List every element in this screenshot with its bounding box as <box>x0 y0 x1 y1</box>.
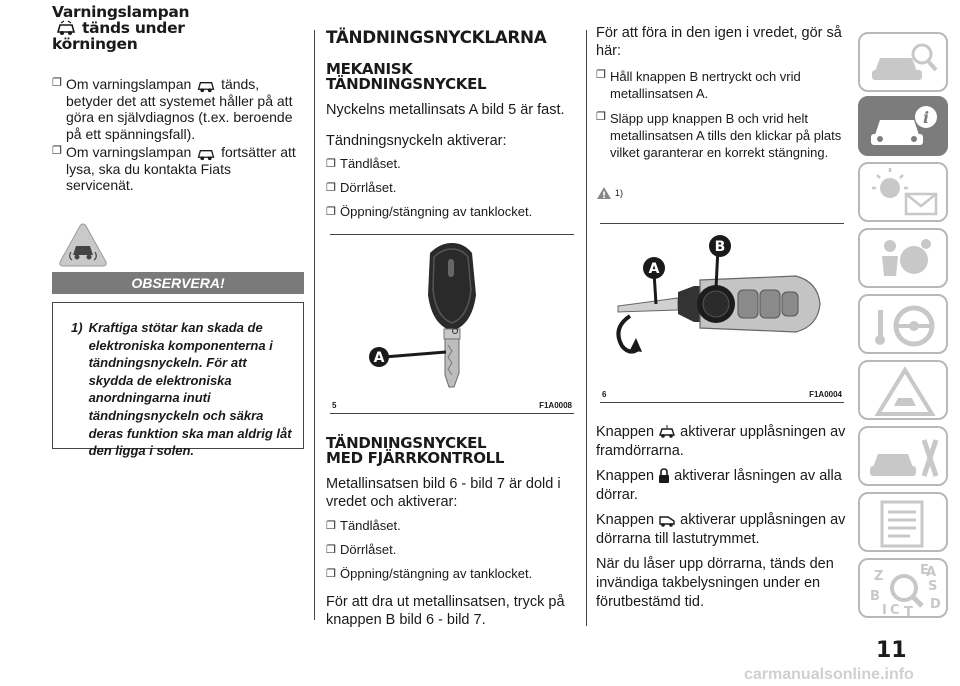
index-icon <box>860 560 950 620</box>
label-b: B <box>714 239 726 255</box>
paragraph: Knappen aktiverar upplåsningen av dörrarna till lastutrymmet. <box>596 512 846 547</box>
tab-emergency[interactable] <box>858 360 948 420</box>
tab-safety[interactable] <box>858 228 948 288</box>
list-item: ❐ Släpp upp knappen B och vrid helt metallinsatsen A tills den klickar på plats vilket garanterar en korrekt stängning. <box>596 111 842 160</box>
index-letter: S <box>928 579 938 594</box>
bullet-item: ❐ Om varningslampan fortsätter att lysa, ska du kontakta Fiats servicenät. <box>52 144 296 194</box>
remote-key-illustration <box>600 224 844 386</box>
tab-warning-lights[interactable] <box>858 162 948 222</box>
bullet-item: ❐ Om varningslampan tänds, betyder det att systemet håller på att göra en självdiagnos (t.ex. beroende på ett spänningsfall). <box>52 76 293 142</box>
technical-data-icon <box>860 494 950 554</box>
figure-code: F1A0008 <box>539 401 572 410</box>
figure-number: 5 <box>332 401 337 410</box>
index-letter: I <box>882 603 887 618</box>
steps-list <box>596 68 842 161</box>
column-divider <box>586 30 587 626</box>
list-item: ❐ Öppning/stängning av tanklocket. <box>326 200 532 224</box>
checkbox-icon: ❐ <box>326 182 336 194</box>
label-a: A <box>648 261 660 277</box>
column-divider <box>314 30 315 620</box>
paragraph: Metallinsatsen bild 6 - bild 7 är dold i vredet och aktiverar: <box>326 476 561 510</box>
tab-driving[interactable] <box>858 294 948 354</box>
index-letter: T <box>904 605 913 620</box>
paragraph: Nyckelns metallinsats A bild 5 är fast. <box>326 102 565 118</box>
emergency-triangle-icon <box>860 362 950 422</box>
tab-maintenance[interactable] <box>858 426 948 486</box>
paragraph: Knappen aktiverar låsningen av alla dörrar. <box>596 468 842 503</box>
warning-box: 1) Kraftiga stötar kan skada de elektroniska komponenterna i tändningsnyckeln. För att skydda de elektroniska anordningarna inuti tändningsnyckeln och säkra deras funktion ska man aldrig låt den ligga i solen. <box>52 302 304 449</box>
index-letter: E <box>920 563 929 578</box>
steering-wheel-icon <box>860 296 950 356</box>
engine-warning-icon <box>195 78 217 93</box>
figure-5 <box>330 234 574 414</box>
paragraph: När du låser upp dörrarna, tänds den invändiga takbelysningen under en förutbestämd tid. <box>596 556 834 610</box>
tab-car-info[interactable] <box>858 96 948 156</box>
unlock-trunk-icon <box>658 512 676 528</box>
figure-6 <box>600 223 844 403</box>
engine-warning-icon <box>56 20 76 36</box>
tab-car-search[interactable] <box>858 32 948 92</box>
mechanical-key-illustration <box>330 235 574 395</box>
index-letter: C <box>890 603 900 618</box>
index-letter: Z <box>874 569 884 584</box>
maintenance-icon <box>860 428 950 488</box>
checkbox-icon: ❐ <box>326 206 336 218</box>
car-info-icon <box>860 98 950 158</box>
page-number: 11 <box>876 638 907 663</box>
svg-text:i: i <box>922 108 930 127</box>
main-heading: TÄNDNINGSNYCKLARNA <box>326 27 547 47</box>
list <box>326 152 532 224</box>
section-heading: Varningslampan tänds under körningen <box>52 3 190 53</box>
unlock-front-icon <box>658 424 676 440</box>
index-letter: A <box>926 565 937 580</box>
checkbox-icon: ❐ <box>52 145 62 157</box>
figure-number: 6 <box>602 390 607 399</box>
checkbox-icon: ❐ <box>326 520 336 532</box>
checkbox-icon: ❐ <box>596 111 606 123</box>
paragraph: Knappen aktiverar upplåsningen av framdörrarna. <box>596 424 846 459</box>
paragraph: Tändningsnyckeln aktiverar: <box>326 133 507 149</box>
figure-code: F1A0004 <box>809 390 842 399</box>
list-item: ❐ Tändlåset. <box>326 514 532 538</box>
tab-technical-data[interactable] <box>858 492 948 552</box>
list-item: ❐ Håll knappen B nertryckt och vrid metallinsatsen A. <box>596 69 801 101</box>
checkbox-icon: ❐ <box>52 77 62 89</box>
car-search-icon <box>860 34 950 94</box>
warning-title: OBSERVERA! <box>52 272 304 294</box>
watermark: carmanualsonline.info <box>744 666 914 683</box>
sub-heading: MEKANISK TÄNDNINGSNYCKEL <box>326 60 487 93</box>
sub-heading: TÄNDNINGSNYCKEL MED FJÄRRKONTROLL <box>326 434 505 467</box>
tab-index[interactable] <box>858 558 948 618</box>
checkbox-icon: ❐ <box>326 158 336 170</box>
list <box>326 514 532 586</box>
paragraph: För att dra ut metallinsatsen, tryck på knappen B bild 6 - bild 7. <box>326 594 565 628</box>
engine-warning-icon <box>195 146 217 161</box>
note-reference: ! 1) <box>596 186 623 200</box>
warning-sign-icon <box>596 186 612 200</box>
label-a: A <box>373 350 385 366</box>
checkbox-icon: ❐ <box>596 69 606 81</box>
list-item: ❐ Öppning/stängning av tanklocket. <box>326 562 532 586</box>
warning-triangle-icon <box>58 222 108 268</box>
svg-text:!: ! <box>601 191 607 200</box>
safety-icon <box>860 230 950 290</box>
paragraph: För att föra in den igen i vredet, gör så här: <box>596 25 842 59</box>
warning-lights-icon <box>860 164 950 224</box>
list-item: ❐ Tändlåset. <box>326 152 532 176</box>
list-item: ❐ Dörrlåset. <box>326 538 532 562</box>
index-letter: D <box>930 597 941 612</box>
list-item: ❐ Dörrlåset. <box>326 176 532 200</box>
checkbox-icon: ❐ <box>326 568 336 580</box>
lock-icon <box>658 468 670 484</box>
checkbox-icon: ❐ <box>326 544 336 556</box>
index-letter: B <box>870 589 880 604</box>
